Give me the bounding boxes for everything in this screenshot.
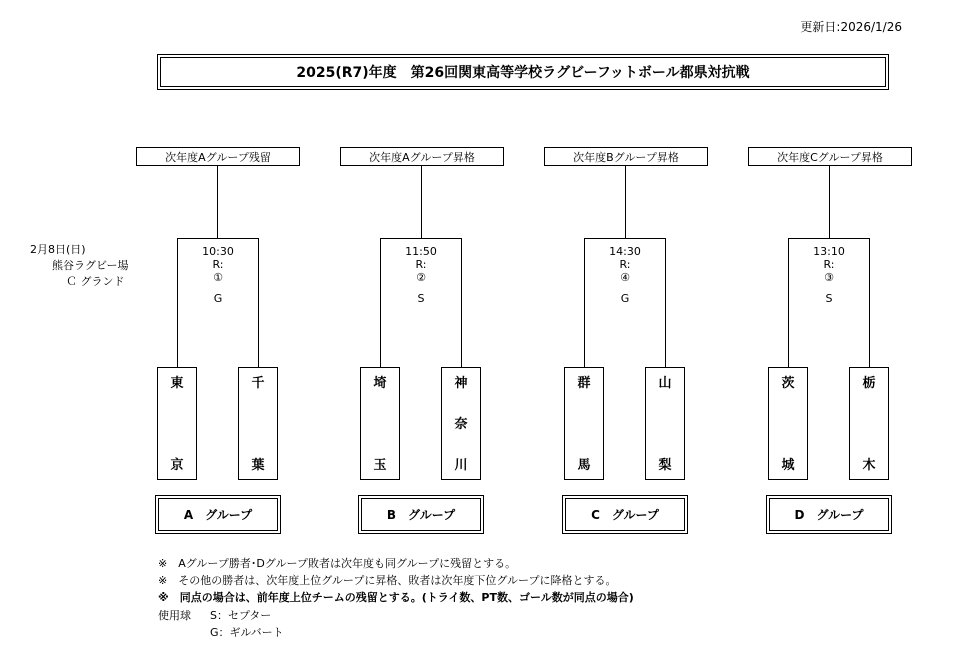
updated-date: 更新日:2026/1/26 [800,20,902,34]
match-info-4 [788,245,870,305]
team-name-bottom: 葉 [251,458,265,473]
notes [158,555,634,606]
ball-label: 使用球 [158,609,191,622]
team-box-right-2 [441,367,481,480]
ball-s: S：セプター [210,609,272,622]
ball-g: G：ギルバート [210,626,284,639]
team-name-bottom: 京 [170,458,184,473]
team-box-left-1 [157,367,197,480]
match-number: ② [416,271,426,284]
match-ball: S [417,292,425,305]
match-number: ① [213,271,223,284]
team-name-top: 神 [454,376,468,391]
bracket-bar-3 [584,238,666,239]
match-referee: R: [212,258,224,271]
team-name-top: 埼 [373,376,387,391]
team-name-bottom: 川 [454,458,468,473]
match-info-1 [177,245,259,305]
match-referee: R: [619,258,631,271]
result-label-4: 次年度Cグループ昇格 [748,147,912,166]
team-name-bottom: 玉 [373,458,387,473]
team-name-bottom: 城 [781,458,795,473]
ball-info [158,607,284,641]
venue-ground: Ｃ グランド [66,275,125,288]
note-3: ※ 同点の場合は、前年度上位チームの残留とする。(トライ数、PT数、ゴール数が同点の場合) [158,591,634,604]
group-label: C グループ [591,508,659,522]
team-name-top: 栃 [862,376,876,391]
match-time: 11:50 [405,245,437,258]
team-name-bottom: 馬 [577,458,591,473]
venue-info [30,242,129,290]
bracket-bar-2 [380,238,462,239]
group-box-2 [358,495,484,534]
match-time: 13:10 [813,245,845,258]
note-2: ※ その他の勝者は、次年度上位グループに昇格、敗者は次年度下位グループに降格とする。 [158,574,617,587]
team-box-left-4 [768,367,808,480]
bracket-bar-1 [177,238,259,239]
connector-3 [625,166,626,238]
match-ball: G [213,292,223,305]
team-name-bottom: 木 [862,458,876,473]
group-box-1 [155,495,281,534]
group-box-3 [562,495,688,534]
team-box-left-3 [564,367,604,480]
result-label-2: 次年度Aグループ昇格 [340,147,504,166]
connector-1 [217,166,218,238]
team-name-bottom: 梨 [658,458,672,473]
team-name-top: 茨 [781,376,795,391]
team-name-top: 山 [658,376,672,391]
match-referee: R: [415,258,427,271]
bracket-bar-4 [788,238,870,239]
result-label-3: 次年度Bグループ昇格 [544,147,708,166]
connector-4 [829,166,830,238]
team-name-top: 千 [251,376,265,391]
team-name-middle: 奈 [454,417,468,432]
match-number: ③ [824,271,834,284]
team-box-right-1 [238,367,278,480]
match-ball: G [620,292,630,305]
result-label-1: 次年度Aグループ残留 [136,147,300,166]
match-info-3 [584,245,666,305]
note-1: ※ Aグループ勝者･Dグループ敗者は次年度も同グループに残留とする。 [158,557,517,570]
match-date: 2月8日(日) [30,243,86,256]
group-label: A グループ [183,508,253,522]
group-label: B グループ [386,508,456,522]
group-label: D グループ [794,508,864,522]
title-box [157,54,889,90]
match-info-2 [380,245,462,305]
group-box-4 [766,495,892,534]
team-name-top: 東 [170,376,184,391]
match-ball: S [825,292,833,305]
team-name-top: 群 [577,376,591,391]
match-referee: R: [823,258,835,271]
connector-2 [421,166,422,238]
venue-place: 熊谷ラグビー場 [52,259,129,272]
page-title: 2025(R7)年度 第26回関東高等学校ラグビーフットボール都県対抗戦 [296,65,750,81]
match-number: ④ [620,271,630,284]
team-box-left-2 [360,367,400,480]
team-box-right-3 [645,367,685,480]
team-box-right-4 [849,367,889,480]
match-time: 10:30 [202,245,234,258]
match-time: 14:30 [609,245,641,258]
